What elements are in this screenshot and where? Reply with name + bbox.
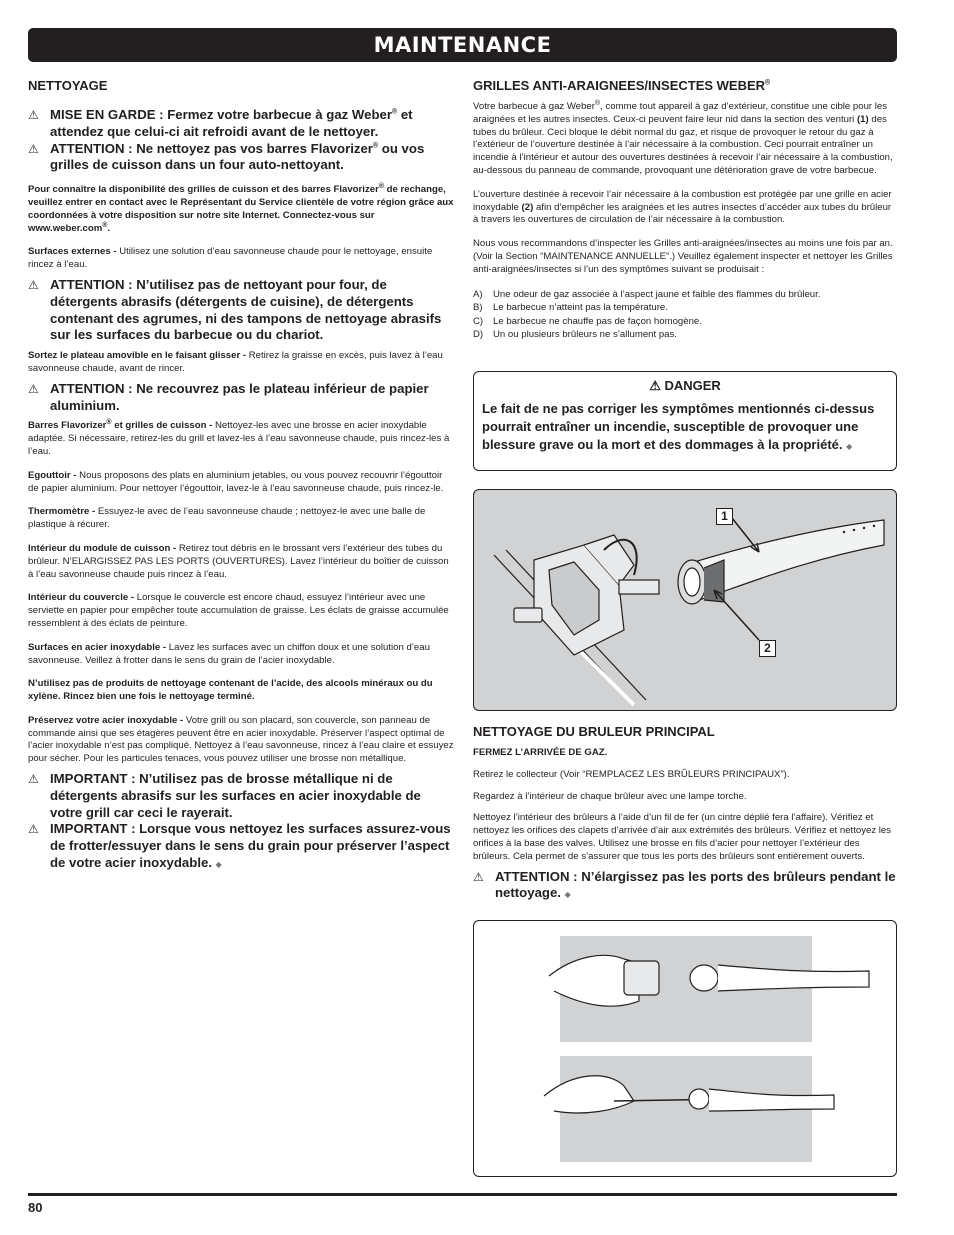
warning-icon: ⚠ <box>28 277 39 292</box>
list-item <box>473 328 897 342</box>
callout-2: 2 <box>759 640 776 657</box>
valve-pipe <box>619 580 659 594</box>
warning-text: ATTENTION : Ne recouvrez pas le plateau inférieur de papier aluminium. <box>50 380 429 413</box>
registered-mark: ® <box>372 142 379 150</box>
paragraph-label: Barres Flavorizer <box>28 420 107 432</box>
screen-opening <box>684 568 700 596</box>
right-column <box>473 78 897 342</box>
callout-1: 1 <box>716 508 733 525</box>
paragraph-thermometre <box>28 506 454 532</box>
danger-title-text: DANGER <box>664 378 721 393</box>
paragraph-label: Intérieur du module de cuisson - <box>28 542 177 554</box>
end-mark-icon: ◆ <box>564 890 571 900</box>
registered-mark: ® <box>106 419 112 427</box>
paragraph-text: des tubes du brûleur. Ceci bloque le débit normal du gaz, et risque de provoquer le retour du gaz à l’extérieur de l’ouverture destinée à l’air nécessaire à la combustion. Ceci pourrait entraîner un incendie à l’intérieur et autour des ouvertures destinées à recevoir l’air nécessaire à la combustion, au-dessous du panneau de commande, provoquant une détérioration grave de votre barbecue. <box>473 113 893 176</box>
burner-opening-top <box>690 965 718 991</box>
page-title: MAINTENANCE <box>373 33 552 57</box>
warning-text: ATTENTION : Ne nettoyez pas vos barres Flavorizer <box>50 140 373 156</box>
paragraph-text: Nettoyez-les avec une brosse en acier inoxydable adaptée. Si nécessaire, retirez-les du grill et lavez-les à l’eau savonneuse chaude, puis rincez-les à l’eau. <box>28 420 450 457</box>
list-key: B) <box>473 302 483 314</box>
list-key: D) <box>473 329 484 341</box>
info-text: de rechange, veuillez entrer en contact avec le Représentant du Service clientèle de votre région grâce aux coordonnées à votre disposition sur notre site Internet. Connectez-vous sur www.weber.com <box>28 184 454 234</box>
arrow-1 <box>732 518 759 552</box>
warning-text: MISE EN GARDE : Fermez votre barbecue à gaz Weber <box>50 107 392 122</box>
paragraph-label: Intérieur du couvercle - <box>28 592 135 604</box>
paragraph-text: , comme tout appareil à gaz d’extérieur, constitue une cible pour les araignées et les autres insectes. Ceux-ci peuvent faire leur nid dans la section des venturi <box>473 101 888 125</box>
warning-text: IMPORTANT : Lorsque vous nettoyez les surfaces assurez-vous de frotter/essuyer dans le sens du grain pour préserver l’aspect de votre acier inoxydable. <box>50 821 451 871</box>
warning-icon: ⚠ <box>28 822 39 837</box>
list-text: Une odeur de gaz associée à l’aspect jaune et faible des flammes du brûleur. <box>493 288 821 300</box>
warning-ports <box>473 869 897 905</box>
paragraph-text: Nous proposons des plats en aluminium jetables, ou vous pouvez recouvrir l’égouttoir de papier aluminium. Pour nettoyer l’égouttoir, lavez-le à l’eau savonneuse chaude, puis rincez-le. <box>28 469 444 494</box>
paragraph-grille-protection <box>473 189 897 227</box>
info-text: . <box>107 222 111 234</box>
paragraph-text: Lavez les surfaces avec un chiffon doux et une solution d’eau savonneuse. Veillez à frotter dans le sens du grain de l’acier inoxydable. <box>28 641 430 666</box>
section-heading-nettoyage: NETTOYAGE <box>28 78 108 93</box>
info-text: Pour connaître la disponibilité des grilles de cuisson et des barres Flavorizer <box>28 184 379 196</box>
list-text: Le barbecue n’atteint pas la température. <box>493 302 668 314</box>
burner-end-top <box>624 961 659 995</box>
heading-text: GRILLES ANTI-ARAIGNEES/INSECTES WEBER <box>473 78 766 93</box>
end-mark-icon: ◆ <box>215 860 222 870</box>
paragraph-label: et grilles de cuisson - <box>111 420 213 432</box>
warning-text: IMPORTANT : N’utilisez pas de brosse métallique ni de détergents abrasifs sur les surfaces en acier inoxydable de votre grill car ceci le rayerait. <box>50 771 421 820</box>
burner-illustration <box>474 490 897 711</box>
list-item <box>473 315 897 329</box>
warning-flavorizer <box>28 141 454 175</box>
warning-brosse-metallique <box>28 771 454 821</box>
warning-icon: ⚠ <box>28 381 39 396</box>
paragraph-text: Votre barbecue à gaz Weber <box>473 101 595 112</box>
left-column <box>28 78 454 874</box>
paragraph-text: Retirez tout débris en le brossant vers l’extérieur des tubes du brûleur. N’ELARGISSEZ PAS LES PORTS (OUVERTURES). Lavez l’intérieur du boîtier de cuisson à l’eau savonneuse chaude puis rincez à l’eau. <box>28 542 449 580</box>
symptom-list <box>473 288 897 342</box>
page-number: 80 <box>28 1200 43 1215</box>
replacement-info <box>28 184 454 235</box>
list-key: C) <box>473 315 484 327</box>
warning-text: ou vos grilles de cuisson dans un four auto-nettoyant. <box>50 140 425 173</box>
paragraph-text: Votre grill ou son placard, son couvercle, son panneau de commande ainsi que ses étagères peuvent être en acier inoxydable. Préserver l’aspect optimal de l’acier inoxydable n’est pas compliqué. Nettoyez à l’eau savonneuse, rincez à l’eau claire et essuyez pour sécher. Pour les particules tenaces, vous pouvez utiliser une brosse non métallique. <box>28 714 454 765</box>
warning-icon: ⚠ <box>649 378 661 393</box>
paragraph-label: Préservez votre acier inoxydable - <box>28 714 184 726</box>
end-mark-icon: ◆ <box>846 442 853 451</box>
cleaning-illustration <box>474 921 897 1177</box>
paragraph-collecteur: Retirez le collecteur (Voir “REMPLACEZ LES BRÛLEURS PRINCIPAUX”). <box>473 768 790 780</box>
warning-sens-du-grain <box>28 821 454 873</box>
registered-mark: ® <box>765 79 771 87</box>
paragraph-couvercle <box>28 592 454 630</box>
paragraph-label: Surfaces externes - <box>28 246 117 258</box>
paragraph-surfaces-externes <box>28 246 454 272</box>
danger-text: Le fait de ne pas corriger les symptômes mentionnés ci-dessus pourrait entraîner un incendie, susceptible de provoquer une blessure grave ou la mort et des dommages à la propriété. <box>482 401 875 452</box>
paragraph-recommandation: Nous vous recommandons d’inspecter les Grilles anti-araignées/insectes au moins une fois par an. (Voir la Section “MAINTENANCE ANNUELLE”.) Veuillez également inspecter et nettoyer les Grilles anti-araignées/insectes si l’un des symptômes suivant se produisait : <box>473 238 893 275</box>
section-heading-grilles <box>473 78 897 93</box>
paragraph-label: Sortez le plateau amovible en le faisant glisser - <box>28 350 247 362</box>
figure-burner-spider-screen <box>473 489 897 711</box>
danger-box <box>473 371 897 471</box>
paragraph-text: afin d’empêcher les araignées et les autres insectes d’accéder aux tubes du brûleur à travers les ouvertures de circulation de l’air nécessaire à la combustion. <box>473 201 892 226</box>
paragraph-text: L’ouverture destinée à recevoir l’air nécessaire à la combustion est protégée par une grille en acier inoxydable <box>473 188 892 213</box>
registered-mark: ® <box>392 108 398 116</box>
paragraph-venturi <box>473 101 897 178</box>
warning-text: ATTENTION : N’utilisez pas de nettoyant pour four, de détergents abrasifs (détergents de cuisine), de détergents contenant des agrumes, ni des tampons de nettoyage abrasifs sur les surfaces du barbecue ou du chariot. <box>50 276 442 343</box>
figure-reference: (1) <box>856 113 869 125</box>
warning-icon: ⚠ <box>28 772 39 787</box>
list-item <box>473 288 897 302</box>
paragraph-text: Retirez la graisse en excès, puis lavez à l’eau savonneuse chaude, avant de rincer. <box>28 350 443 374</box>
header-bar <box>28 28 897 62</box>
paragraph-text: Essuyez-le avec de l’eau savonneuse chaude ; nettoyez-le avec une balle de plastique à récurer. <box>28 506 426 531</box>
warning-mise-en-garde <box>28 107 454 141</box>
burner-opening-bottom <box>689 1089 709 1109</box>
warning-papier-aluminium <box>28 381 454 415</box>
footer-rule <box>28 1193 897 1196</box>
warning-nettoyant-four <box>28 277 454 344</box>
danger-title <box>482 378 888 394</box>
figure-burner-cleaning <box>473 920 897 1177</box>
section-burner-cleaning <box>473 724 897 904</box>
danger-body <box>482 400 888 456</box>
paragraph-label: Surfaces en acier inoxydable - <box>28 641 167 653</box>
paragraph-label: Thermomètre - <box>28 506 96 518</box>
paragraph-text: Lorsque le couvercle est encore chaud, essuyez l’intérieur avec une serviette en papier pour empêcher toute accumulation de graisse. Les éclats de graisse accumulée ressemblent à des éclats de peinture. <box>28 592 449 629</box>
list-text: Un ou plusieurs brûleurs ne s’allument pas. <box>493 329 677 341</box>
paragraph-fil-de-fer: Nettoyez l’intérieur des brûleurs à l’aide d’un fil de fer (un cintre déplié fera l’affaire). Vérifiez et nettoyez les orifices des clapets d’arrivée d’air aux extrémités des brûleurs. Vérifiez et nettoyez les orifices à la base des valves. Utilisez une brosse en fils d’acier pour nettoyer l’extérieur des brûleurs. Cela permet de s’assurer que tous les ports des brûleurs sont entièrement ouverts. <box>473 812 892 862</box>
screen-mesh <box>704 560 724 602</box>
paragraph-acier-inox <box>28 642 454 668</box>
paragraph-label: Egouttoir - <box>28 469 77 481</box>
paragraph-preservez <box>28 715 454 766</box>
paragraph-lampe: Regardez à l’intérieur de chaque brûleur avec une lampe torche. <box>473 790 747 802</box>
warning-icon: ⚠ <box>28 141 39 156</box>
warning-icon: ⚠ <box>28 108 39 122</box>
paragraph-barres <box>28 420 454 458</box>
paragraph-egouttoir <box>28 470 454 496</box>
warning-text: et attendez que celui-ci ait refroidi avant de le nettoyer. <box>50 107 413 139</box>
paragraph-text: Utilisez une solution d’eau savonneuse chaude pour le nettoyage, ensuite rincez à l’eau. <box>28 246 433 271</box>
list-item <box>473 301 897 315</box>
arrow-2 <box>714 590 759 640</box>
list-key: A) <box>473 288 483 300</box>
gas-off-instruction: FERMEZ L’ARRIVÉE DE GAZ. <box>473 747 608 758</box>
paragraph-produits: N’utilisez pas de produits de nettoyage contenant de l’acide, des alcools minéraux ou du xylène. Rincez bien une fois le nettoyage terminé. <box>28 678 433 703</box>
registered-mark: ® <box>102 221 108 229</box>
warning-text: ATTENTION : N’élargissez pas les ports des brûleurs pendant le nettoyage. <box>495 868 896 901</box>
paragraph-plateau <box>28 350 454 376</box>
list-text: Le barbecue ne chauffe pas de façon homogène. <box>493 315 702 327</box>
registered-mark: ® <box>594 99 601 107</box>
section-heading-bruleur: NETTOYAGE DU BRULEUR PRINCIPAL <box>473 724 715 739</box>
figure-reference: (2) <box>521 201 534 213</box>
registered-mark: ® <box>378 183 384 190</box>
paragraph-interieur-module <box>28 543 454 581</box>
warning-icon: ⚠ <box>473 869 484 884</box>
